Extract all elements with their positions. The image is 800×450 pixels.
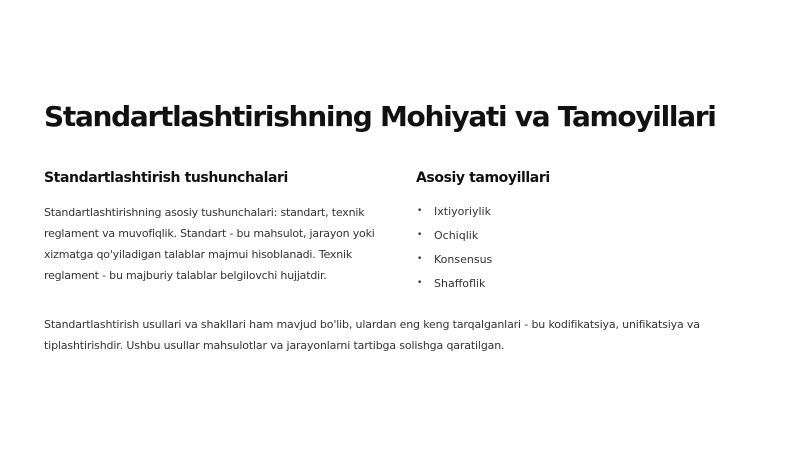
bullet-icon: • — [417, 206, 423, 216]
summary-text: Standartlashtirish usullari va shakllari ham mavjud bo'lib, ulardan eng keng tarqalganlari - bu kodifikatsiya, unifikatsiya va tiplashtirishdir. Ushbu usullar mahsulotlar va jarayonlarni tartibga solishga qaratilgan. — [44, 318, 700, 352]
concepts-text: Standartlashtirishning asosiy tushunchalari: standart, texnik reglament va muvofiqlik. Standart - bu mahsulot, jarayon yoki xizmatga qo'yiladigan talablar majmui hisoblanadi. Texnik reglament - bu majburiy talablar belgilovchi hujjatdir. — [44, 206, 375, 282]
list-item-label: Ixtiyoriylik — [434, 205, 491, 218]
principles-list — [416, 204, 756, 300]
list-item — [416, 204, 756, 228]
bullet-icon: • — [417, 254, 423, 264]
list-item — [416, 252, 756, 276]
principles-section — [416, 170, 756, 300]
slide-title: Standartlashtirishning Mohiyati va Tamoyillari — [44, 100, 716, 133]
concepts-heading: Standartlashtirish tushunchalari — [44, 170, 288, 186]
list-item-label: Konsensus — [434, 253, 493, 266]
bullet-icon: • — [417, 230, 423, 240]
list-item-label: Shaffoflik — [434, 277, 486, 290]
bullet-icon: • — [417, 278, 423, 288]
concepts-section — [44, 170, 384, 286]
principles-heading: Asosiy tamoyillari — [416, 170, 550, 186]
list-item — [416, 276, 756, 300]
list-item-label: Ochiqlik — [434, 229, 479, 242]
list-item — [416, 228, 756, 252]
